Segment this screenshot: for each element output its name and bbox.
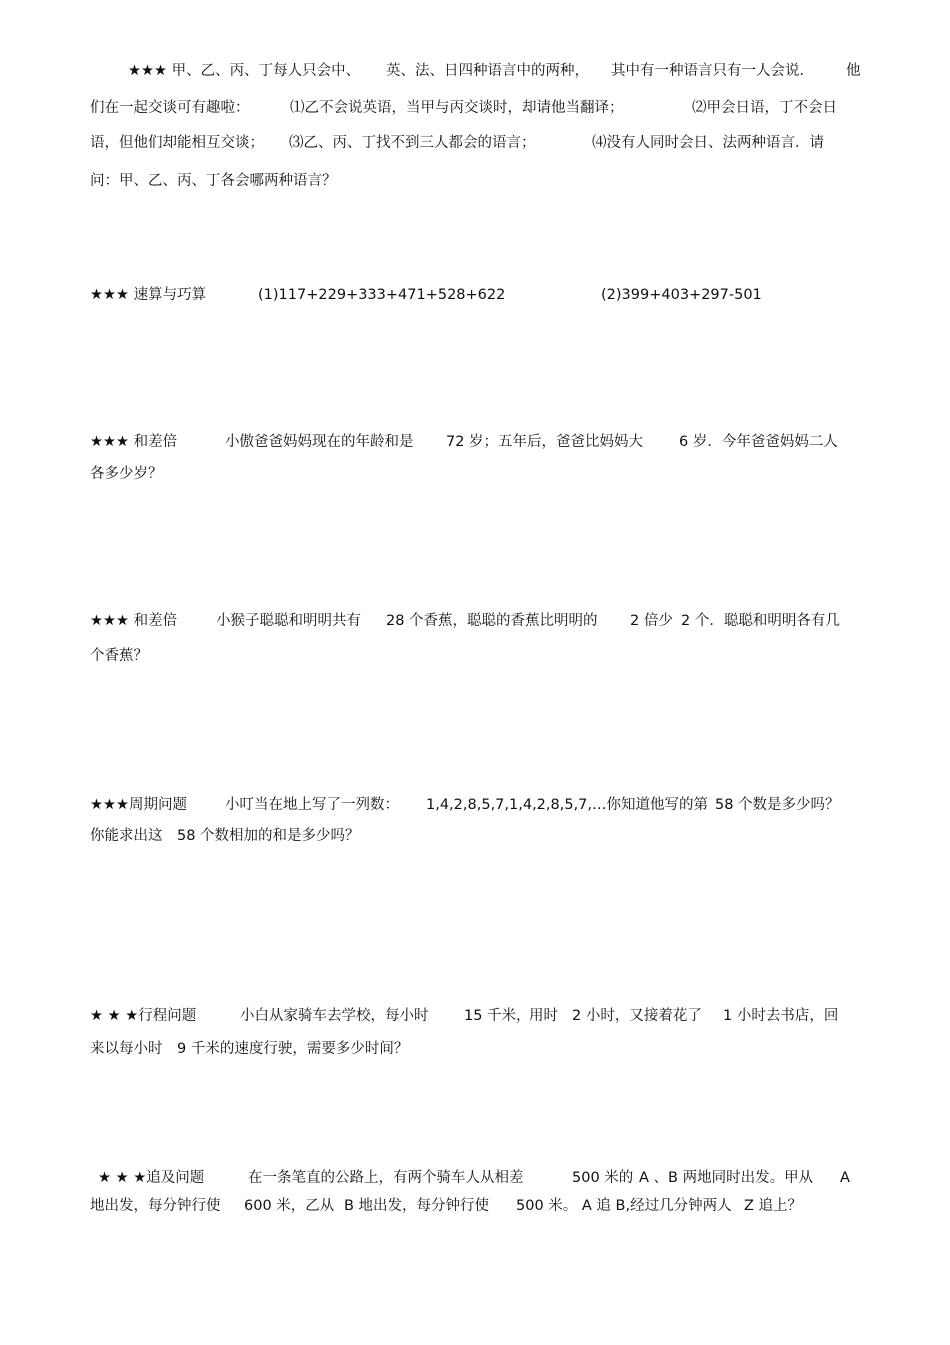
- problem-text: 58 个数相加的和是多少吗？: [177, 828, 360, 844]
- problem-text: 小猴子聪聪和明明共有: [216, 613, 361, 629]
- problem-text: 们在一起交谈可有趣啦：: [90, 100, 250, 116]
- problem-text: 各多少岁？: [90, 466, 163, 482]
- problem-text: ★★★ 和差倍: [90, 613, 178, 629]
- problem-text: 英、法、日四种语言中的两种，: [386, 63, 589, 79]
- problem-text: 600 米，乙从: [244, 1198, 335, 1214]
- problem-text: 500 米的: [572, 1170, 634, 1186]
- problem-text: 2 小时，又接着花了: [572, 1008, 702, 1024]
- problem-text: 500 米。 A 追 B,经过几分钟两人: [516, 1198, 732, 1214]
- problem-text: 9 千米的速度行驶，需要多少时间？: [177, 1041, 409, 1057]
- problem-text: 2 个．聪聪和明明各有几: [681, 613, 840, 629]
- problem-text: A 、B 两地同时出发。甲从: [639, 1170, 814, 1186]
- problem-text: 用时: [529, 1008, 558, 1024]
- problem-text: 58 个数是多少吗？: [715, 797, 840, 813]
- problem-text: (1)117+229+333+471+528+622: [258, 287, 506, 303]
- problem-text: B 地出发，每分钟行使: [344, 1198, 490, 1214]
- problem-text: (2)399+403+297-501: [601, 287, 762, 303]
- problem-text: 个香蕉？: [90, 648, 148, 664]
- problem-text: 28 个香蕉，聪聪的香蕉比明明的: [386, 613, 598, 629]
- problem-text: ★★★ 甲、乙、丙、丁每人只会中、: [128, 63, 361, 79]
- problem-text: 小傲爸爸妈妈现在的年龄和是: [225, 434, 414, 450]
- problem-text: 6 岁．今年爸爸妈妈二人: [679, 434, 838, 450]
- problem-text: ⑵甲会日语，丁不会日: [692, 100, 837, 116]
- problem-text: 问：甲、乙、丙、丁各会哪两种语言？: [90, 173, 337, 189]
- problem-text: 1 小时去书店，回: [723, 1008, 839, 1024]
- problem-text: 1,4,2,8,5,7,1,4,2,8,5,7,…你知道他写的第: [426, 797, 709, 813]
- problem-text: 小叮当在地上写了一列数：: [225, 797, 399, 813]
- problem-text: 2 倍少: [630, 613, 673, 629]
- problem-text: Z 追上？: [744, 1198, 803, 1214]
- problem-text: ⑷没有人同时会日、法两种语言．请: [592, 135, 824, 151]
- problem-text: 来以每小时: [90, 1041, 163, 1057]
- problem-text: 地出发，每分钟行使: [90, 1198, 221, 1214]
- problem-text: ⑴乙不会说英语，当甲与丙交谈时，却请他当翻译；: [290, 100, 624, 116]
- problem-text: 他: [846, 63, 861, 79]
- problem-text: 15 千米，: [464, 1008, 531, 1024]
- problem-text: ★ ★ ★追及问题: [98, 1170, 205, 1186]
- problem-text: ★ ★ ★行程问题: [90, 1008, 197, 1024]
- problem-text: 你能求出这: [90, 828, 163, 844]
- problem-text: ★★★ 和差倍: [90, 434, 178, 450]
- problem-text: 语，但他们却能相互交谈；: [90, 135, 264, 151]
- problem-text: 小白从家骑车去学校，每小时: [240, 1008, 429, 1024]
- problem-text: ⑶乙、丙、丁找不到三人都会的语言；: [289, 135, 536, 151]
- problem-text: 在一条笔直的公路上，有两个骑车人从相差: [248, 1170, 524, 1186]
- problem-text: 72 岁；五年后，爸爸比妈妈大: [446, 434, 644, 450]
- problem-text: 其中有一种语言只有一人会说．: [611, 63, 814, 79]
- problem-text: ★★★周期问题: [90, 797, 187, 813]
- problem-text: A: [840, 1170, 850, 1186]
- problem-text: ★★★ 速算与巧算: [90, 287, 207, 303]
